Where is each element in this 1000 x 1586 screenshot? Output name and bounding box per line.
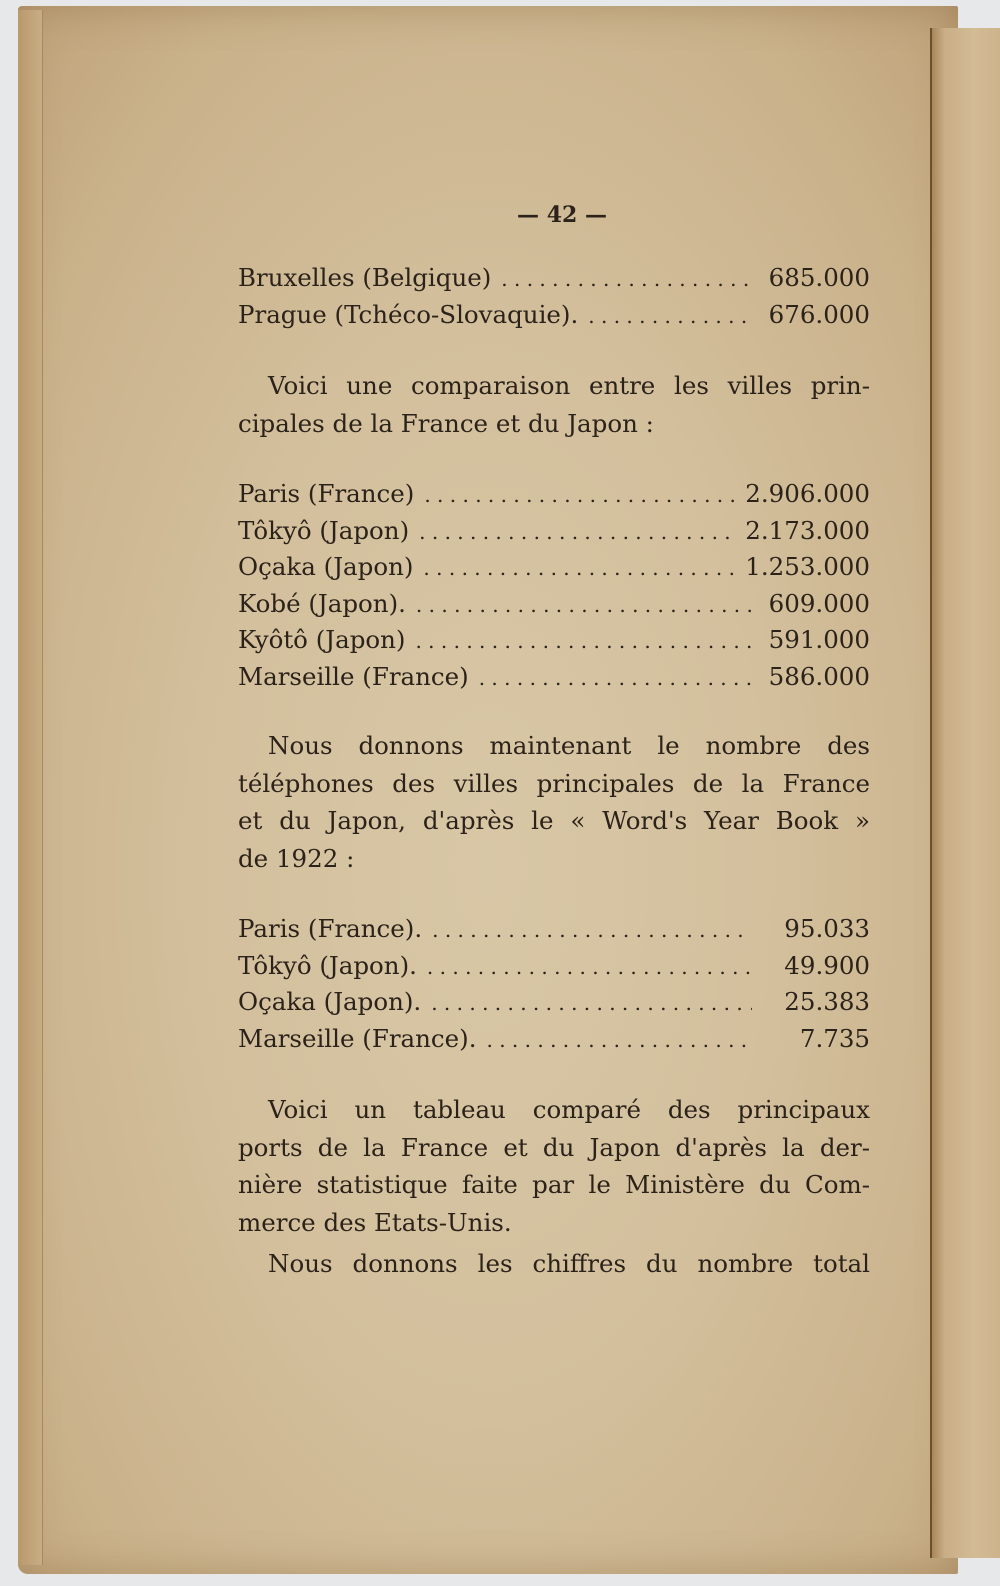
dot-leader: [419, 514, 737, 551]
paragraph-line: nière statistique faite par le Ministère du Com-: [238, 1170, 870, 1199]
population-value: 609.000: [768, 588, 870, 618]
paragraph-ports-intro: [238, 1091, 870, 1241]
population-value: 1.253.000: [745, 552, 870, 581]
paragraph-line: ports de la France et du Japon d'après la der-: [238, 1132, 870, 1162]
city-name: Kobé (Japon).: [238, 588, 406, 618]
dot-leader: [588, 298, 752, 335]
population-value: 685.000: [768, 263, 870, 292]
population-value: 591.000: [768, 625, 870, 654]
paragraph-line: Nous donnons les chiffres du nombre total: [268, 1249, 870, 1278]
dot-leader: [487, 1022, 753, 1059]
table-row: [238, 911, 870, 948]
city-name: Marseille (France).: [238, 1023, 477, 1053]
paragraph-comparison-intro: [238, 367, 870, 442]
population-table: [238, 476, 870, 695]
telephone-count: 49.900: [784, 950, 870, 980]
list-item: [238, 297, 870, 334]
list-item: [238, 260, 870, 297]
table-row: [238, 984, 870, 1021]
paragraph-totals-intro: [238, 1245, 870, 1283]
dot-leader: [479, 660, 752, 697]
page-text: [238, 200, 870, 1283]
table-row: [238, 659, 870, 696]
population-value: 676.000: [768, 299, 870, 329]
dot-leader: [415, 623, 752, 660]
city-name: Paris (France): [238, 479, 415, 508]
telephone-count: 25.383: [784, 987, 870, 1016]
city-name: Oçaka (Japon).: [238, 987, 422, 1016]
paragraph-line: merce des Etats-Unis.: [238, 1207, 512, 1237]
continued-city-list: [238, 260, 870, 333]
table-row: [238, 549, 870, 586]
dot-leader: [416, 587, 752, 624]
dot-leader: [424, 477, 737, 514]
table-row: [238, 622, 870, 659]
table-row: [238, 586, 870, 623]
city-name: Bruxelles (Belgique): [238, 263, 492, 292]
city-name: Tôkyô (Japon): [238, 515, 410, 545]
paragraph-line: Voici une comparaison entre les villes prin-: [268, 371, 870, 400]
city-name: Marseille (France): [238, 661, 469, 691]
paragraph-line: Voici un tableau comparé des principaux: [268, 1095, 870, 1124]
dot-leader: [501, 261, 752, 298]
table-row: [238, 513, 870, 550]
telephone-table: [238, 911, 870, 1057]
dot-leader: [427, 949, 752, 986]
city-name: Oçaka (Japon): [238, 552, 414, 581]
population-value: 2.173.000: [745, 515, 870, 545]
dot-leader: [423, 550, 737, 587]
table-row: [238, 1021, 870, 1058]
table-row: [238, 948, 870, 985]
paragraph-line: de 1922 :: [238, 843, 355, 873]
table-row: [238, 476, 870, 513]
population-value: 586.000: [768, 661, 870, 691]
telephone-count: 7.735: [799, 1023, 870, 1053]
city-name: Paris (France).: [238, 914, 423, 943]
dot-leader: [432, 912, 752, 949]
paragraph-telephones-intro: [238, 727, 870, 877]
population-value: 2.906.000: [745, 479, 870, 508]
dot-leader: [431, 985, 752, 1022]
paragraph-line: et du Japon, d'après le « Word's Year Book »: [238, 806, 870, 835]
paragraph-line: cipales de la France et du Japon :: [238, 408, 654, 438]
city-name: Tôkyô (Japon).: [238, 950, 417, 980]
city-name: Prague (Tchéco-Slovaquie).: [238, 299, 579, 329]
telephone-count: 95.033: [784, 914, 870, 943]
next-page-edge: [930, 28, 1000, 1558]
page-number: — 42 —: [517, 202, 607, 228]
paragraph-line: téléphones des villes principales de la France: [238, 768, 870, 798]
page-edge: [18, 10, 43, 1565]
paragraph-line: Nous donnons maintenant le nombre des: [268, 731, 870, 760]
city-name: Kyôtô (Japon): [238, 625, 406, 654]
